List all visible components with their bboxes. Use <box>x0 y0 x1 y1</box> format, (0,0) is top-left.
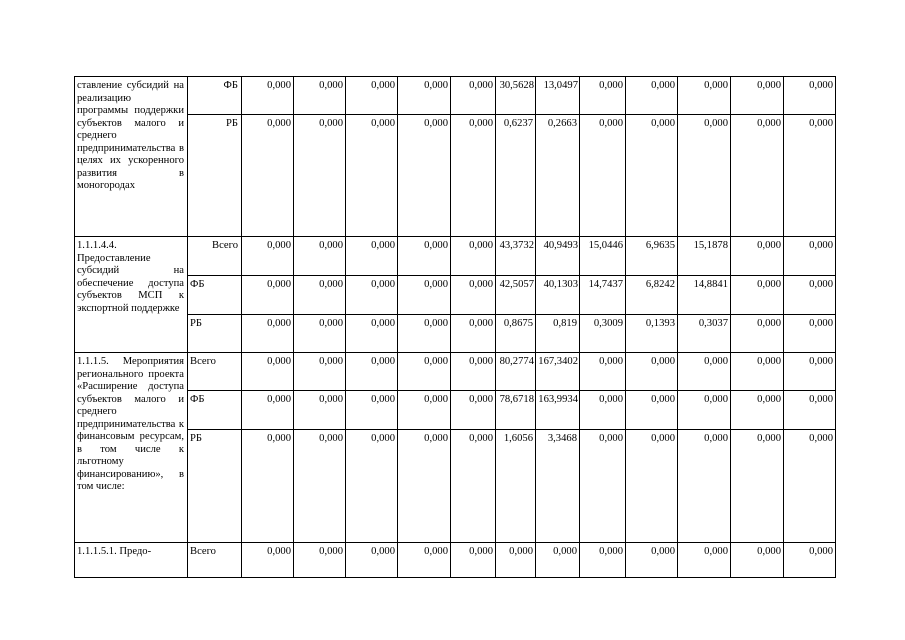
value-cell: 0,000 <box>580 430 626 543</box>
table-row <box>75 237 836 276</box>
value-cell: 0,000 <box>731 430 784 543</box>
funding-source: Всего <box>188 353 242 391</box>
value-cell: 0,000 <box>731 276 784 315</box>
value-cell: 0,000 <box>294 543 346 578</box>
value-cell: 0,000 <box>346 391 398 430</box>
value-cell: 0,000 <box>346 77 398 115</box>
value-cell: 0,000 <box>731 315 784 353</box>
value-cell: 0,000 <box>242 315 294 353</box>
value-cell: 0,000 <box>242 353 294 391</box>
value-cell: 42,5057 <box>496 276 536 315</box>
value-cell: 0,000 <box>451 276 496 315</box>
value-cell: 0,000 <box>626 115 678 237</box>
funding-source: ФБ <box>188 391 242 430</box>
value-cell: 0,819 <box>536 315 580 353</box>
value-cell: 0,000 <box>398 430 451 543</box>
measure-description: 1.1.1.5.1. Предо- <box>75 543 188 578</box>
funding-source: ФБ <box>188 77 242 115</box>
value-cell: 43,3732 <box>496 237 536 276</box>
value-cell: 0,000 <box>580 115 626 237</box>
value-cell: 0,000 <box>242 276 294 315</box>
value-cell: 0,000 <box>678 391 731 430</box>
table-row <box>75 115 836 237</box>
value-cell: 167,3402 <box>536 353 580 391</box>
measure-description: 1.1.1.4.4. Предоставление субсидий на обеспечение доступа субъектов МСП к экспортной поддержке <box>75 237 188 353</box>
funding-source: Всего <box>188 543 242 578</box>
value-cell: 0,000 <box>731 543 784 578</box>
value-cell: 0,000 <box>626 430 678 543</box>
table-row <box>75 391 836 430</box>
table-row <box>75 77 836 115</box>
value-cell: 13,0497 <box>536 77 580 115</box>
value-cell: 163,9934 <box>536 391 580 430</box>
value-cell: 0,000 <box>784 315 836 353</box>
value-cell: 0,000 <box>346 276 398 315</box>
value-cell: 0,000 <box>784 237 836 276</box>
value-cell: 0,6237 <box>496 115 536 237</box>
value-cell: 15,1878 <box>678 237 731 276</box>
value-cell: 0,000 <box>580 77 626 115</box>
value-cell: 0,000 <box>294 276 346 315</box>
funding-source: Всего <box>188 237 242 276</box>
value-cell: 0,000 <box>451 77 496 115</box>
value-cell: 0,000 <box>242 391 294 430</box>
value-cell: 0,000 <box>731 237 784 276</box>
table-row <box>75 543 836 578</box>
table-row <box>75 430 836 543</box>
table-row <box>75 276 836 315</box>
value-cell: 0,000 <box>678 430 731 543</box>
table-row <box>75 315 836 353</box>
value-cell: 0,000 <box>346 353 398 391</box>
value-cell: 0,000 <box>731 77 784 115</box>
value-cell: 3,3468 <box>536 430 580 543</box>
value-cell: 0,000 <box>731 115 784 237</box>
funding-source: РБ <box>188 430 242 543</box>
value-cell: 0,000 <box>451 315 496 353</box>
value-cell: 40,1303 <box>536 276 580 315</box>
value-cell: 0,000 <box>678 115 731 237</box>
value-cell: 0,000 <box>346 543 398 578</box>
value-cell: 15,0446 <box>580 237 626 276</box>
value-cell: 6,9635 <box>626 237 678 276</box>
funding-source: ФБ <box>188 276 242 315</box>
value-cell: 0,000 <box>294 237 346 276</box>
value-cell: 0,000 <box>451 391 496 430</box>
value-cell: 0,000 <box>398 237 451 276</box>
value-cell: 0,000 <box>346 315 398 353</box>
value-cell: 0,1393 <box>626 315 678 353</box>
value-cell: 0,000 <box>294 391 346 430</box>
value-cell: 0,000 <box>626 353 678 391</box>
value-cell: 0,000 <box>784 77 836 115</box>
value-cell: 14,8841 <box>678 276 731 315</box>
value-cell: 6,8242 <box>626 276 678 315</box>
value-cell: 0,000 <box>398 276 451 315</box>
value-cell: 0,000 <box>731 391 784 430</box>
value-cell: 0,000 <box>398 543 451 578</box>
value-cell: 0,000 <box>784 391 836 430</box>
value-cell: 80,2774 <box>496 353 536 391</box>
value-cell: 0,000 <box>242 237 294 276</box>
value-cell: 0,000 <box>784 276 836 315</box>
table-row <box>75 353 836 391</box>
value-cell: 0,000 <box>678 353 731 391</box>
value-cell: 0,000 <box>784 353 836 391</box>
value-cell: 0,000 <box>580 391 626 430</box>
value-cell: 0,000 <box>346 115 398 237</box>
measure-description: ставление субсидий на реализацию программы поддержки субъектов малого и среднего предпринимательства в целях их ускоренного развития в моногородах <box>75 77 188 237</box>
value-cell: 0,000 <box>398 115 451 237</box>
measure-description: 1.1.1.5. Мероприятия регионального проекта «Расширение доступа субъектов малого и среднего предпринимательства к финансовым ресурсам, в том числе к льготному финансированию», в том числе: <box>75 353 188 543</box>
value-cell: 0,000 <box>294 115 346 237</box>
value-cell: 0,000 <box>398 315 451 353</box>
value-cell: 14,7437 <box>580 276 626 315</box>
value-cell: 0,000 <box>451 543 496 578</box>
value-cell: 78,6718 <box>496 391 536 430</box>
value-cell: 0,000 <box>451 430 496 543</box>
value-cell: 0,000 <box>626 77 678 115</box>
value-cell: 40,9493 <box>536 237 580 276</box>
value-cell: 0,000 <box>678 543 731 578</box>
value-cell: 0,000 <box>784 543 836 578</box>
value-cell: 0,3009 <box>580 315 626 353</box>
value-cell: 0,000 <box>294 430 346 543</box>
value-cell: 0,000 <box>346 430 398 543</box>
value-cell: 0,000 <box>731 353 784 391</box>
value-cell: 0,000 <box>398 391 451 430</box>
value-cell: 0,000 <box>496 543 536 578</box>
value-cell: 30,5628 <box>496 77 536 115</box>
value-cell: 0,000 <box>242 430 294 543</box>
value-cell: 0,000 <box>451 115 496 237</box>
value-cell: 0,000 <box>242 77 294 115</box>
value-cell: 0,000 <box>398 353 451 391</box>
value-cell: 0,000 <box>242 543 294 578</box>
value-cell: 0,000 <box>242 115 294 237</box>
funding-source: РБ <box>188 115 242 237</box>
value-cell: 0,000 <box>294 315 346 353</box>
value-cell: 0,000 <box>536 543 580 578</box>
value-cell: 0,000 <box>451 237 496 276</box>
value-cell: 0,2663 <box>536 115 580 237</box>
value-cell: 0,000 <box>678 77 731 115</box>
value-cell: 0,000 <box>626 391 678 430</box>
value-cell: 0,000 <box>451 353 496 391</box>
value-cell: 0,000 <box>784 115 836 237</box>
value-cell: 0,3037 <box>678 315 731 353</box>
value-cell: 0,8675 <box>496 315 536 353</box>
value-cell: 0,000 <box>294 77 346 115</box>
value-cell: 0,000 <box>398 77 451 115</box>
budget-table <box>74 76 836 578</box>
value-cell: 0,000 <box>580 543 626 578</box>
value-cell: 0,000 <box>294 353 346 391</box>
value-cell: 0,000 <box>784 430 836 543</box>
value-cell: 0,000 <box>626 543 678 578</box>
value-cell: 1,6056 <box>496 430 536 543</box>
value-cell: 0,000 <box>580 353 626 391</box>
funding-source: РБ <box>188 315 242 353</box>
value-cell: 0,000 <box>346 237 398 276</box>
